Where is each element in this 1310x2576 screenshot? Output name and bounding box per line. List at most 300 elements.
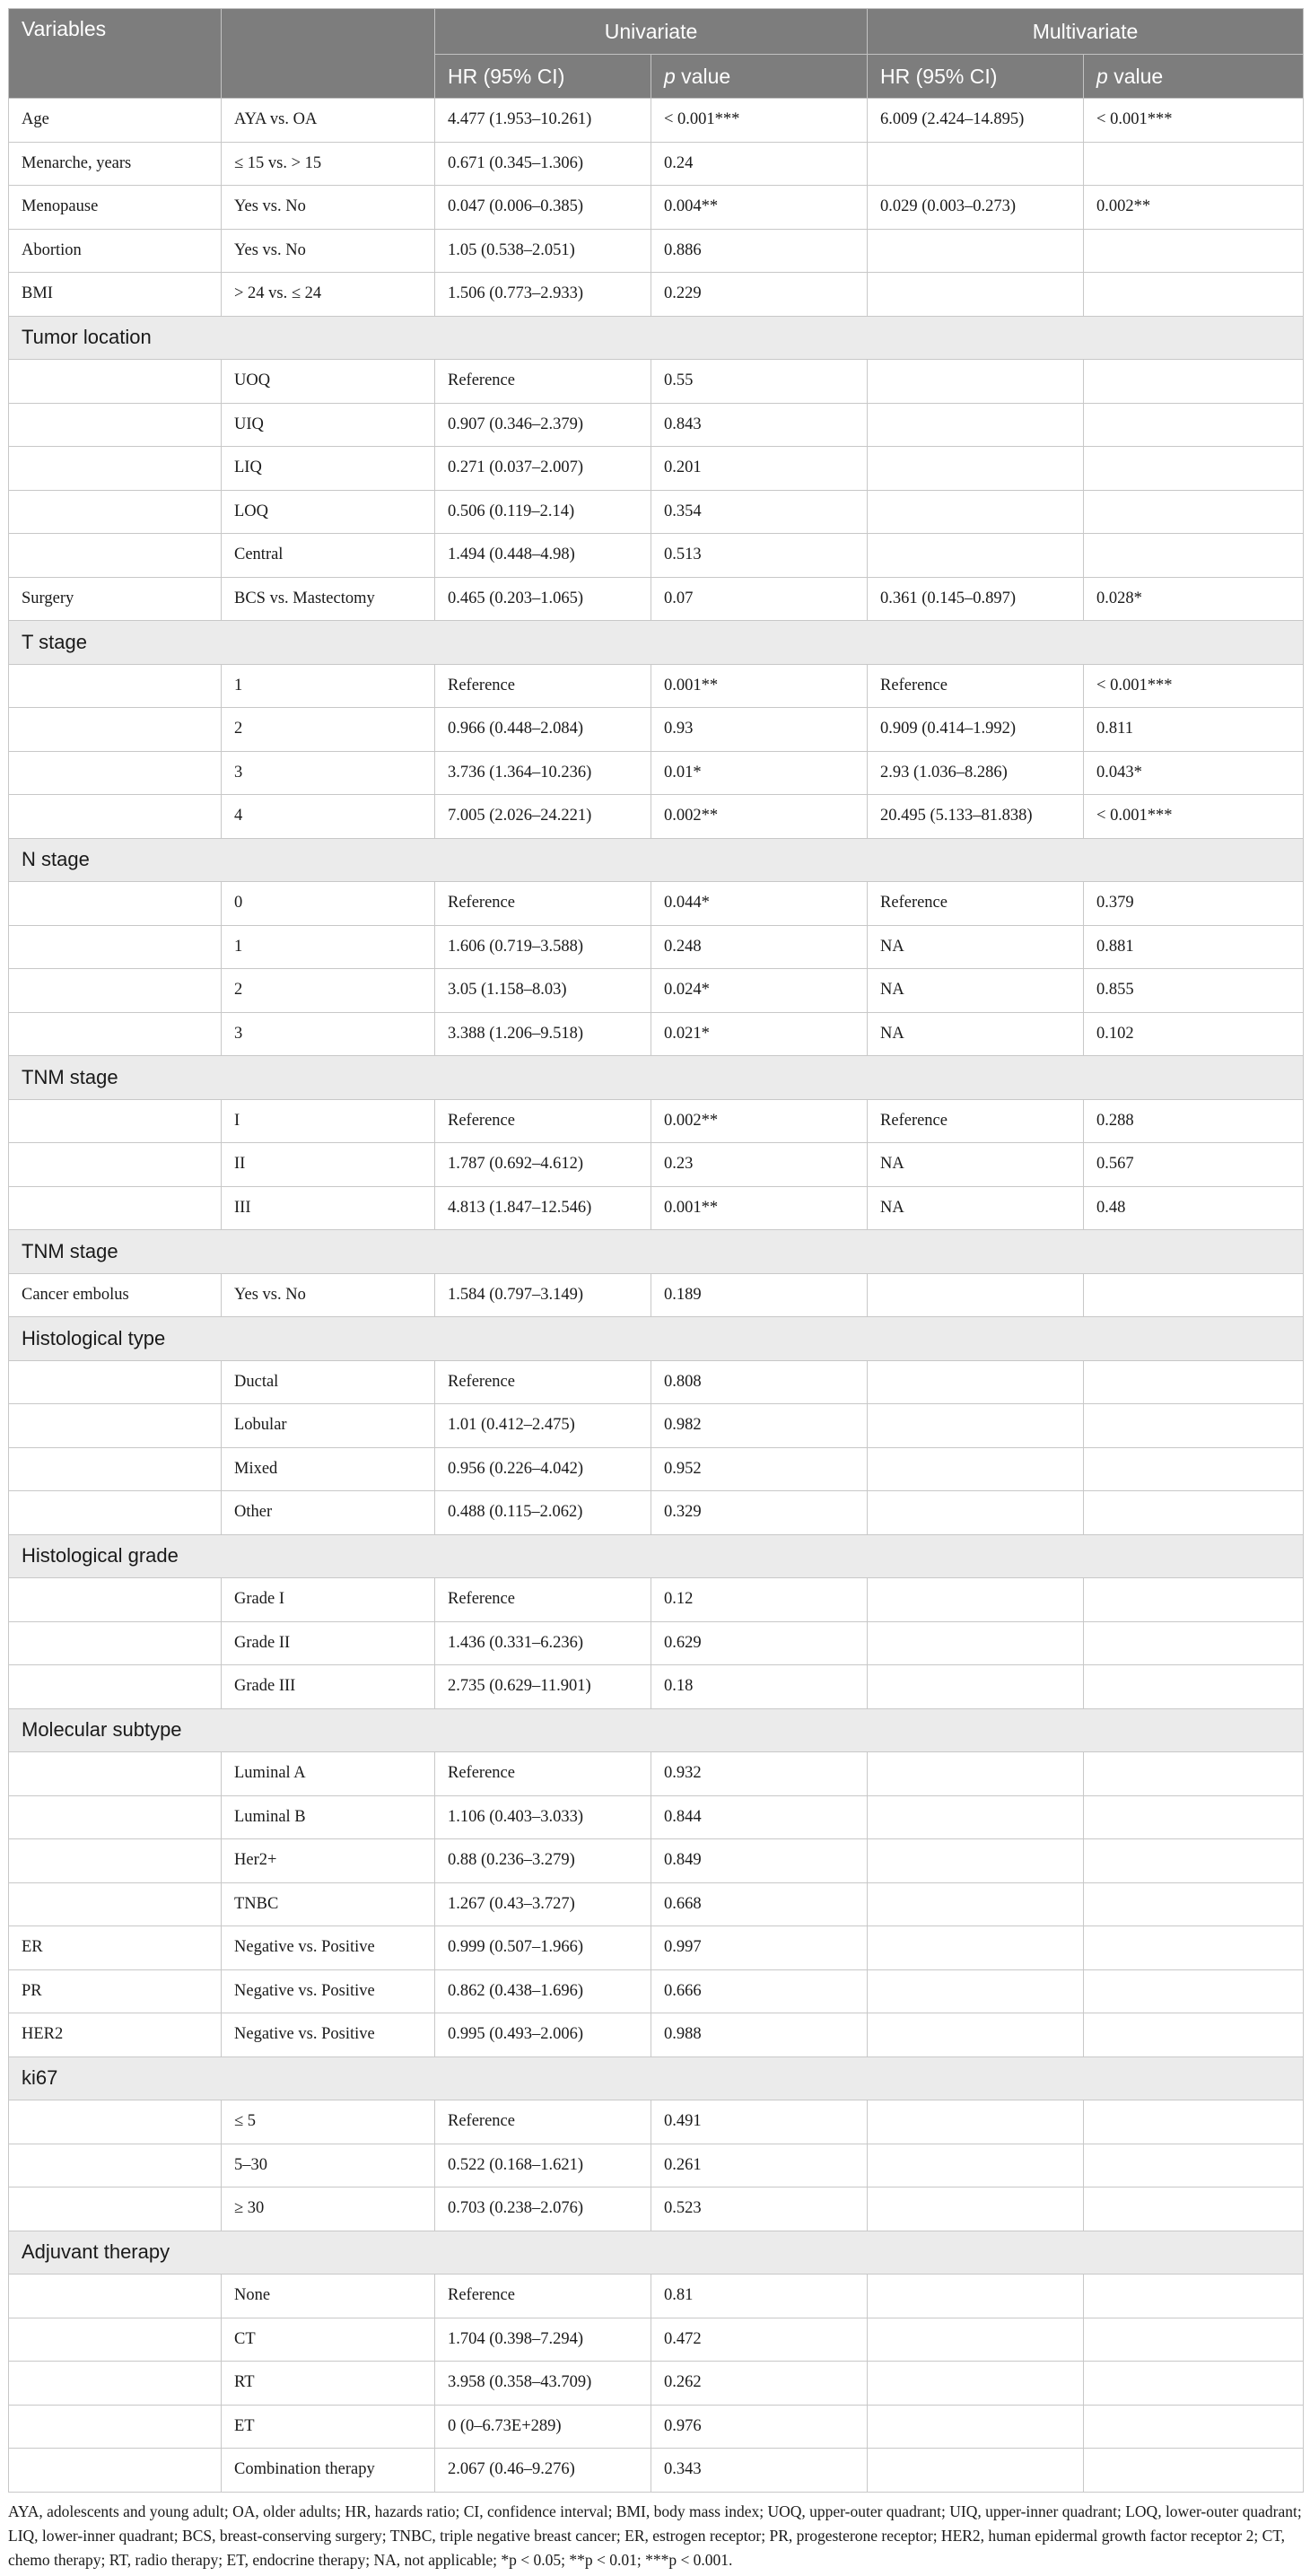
cell-multi-p [1084, 1926, 1304, 1970]
cell-multi-hr [868, 229, 1084, 273]
cell-uni-hr: 1.584 (0.797–3.149) [435, 1273, 651, 1317]
cell-uni-p: 0.988 [651, 2013, 868, 2057]
cell-multi-p [1084, 2187, 1304, 2231]
table-row [9, 969, 1304, 1013]
cell-variable [9, 1578, 222, 1622]
cell-uni-hr: Reference [435, 1099, 651, 1143]
table-row [9, 2318, 1304, 2362]
cell-variable [9, 2144, 222, 2187]
cell-comparison: 2 [222, 969, 435, 1013]
cell-variable [9, 751, 222, 795]
cell-multi-p: < 0.001*** [1084, 664, 1304, 708]
cell-uni-hr: Reference [435, 882, 651, 926]
section-row [9, 2231, 1304, 2275]
cell-multi-p [1084, 534, 1304, 578]
cell-comparison: Central [222, 534, 435, 578]
cell-variable [9, 1099, 222, 1143]
table-row [9, 447, 1304, 491]
cell-multi-p [1084, 1621, 1304, 1665]
cell-uni-p: 0.021* [651, 1012, 868, 1056]
cell-uni-p: 0.002** [651, 795, 868, 839]
cell-uni-p: 0.12 [651, 1578, 868, 1622]
cell-multi-hr: 6.009 (2.424–14.895) [868, 99, 1084, 143]
table-row [9, 273, 1304, 317]
cell-multi-hr [868, 1665, 1084, 1709]
cell-uni-p: < 0.001*** [651, 99, 868, 143]
table-row [9, 490, 1304, 534]
section-title: ki67 [9, 2056, 1304, 2100]
cell-multi-hr [868, 2362, 1084, 2406]
cell-multi-p [1084, 2013, 1304, 2057]
cell-multi-p: 0.102 [1084, 1012, 1304, 1056]
cell-multi-hr [868, 1404, 1084, 1448]
cell-uni-p: 0.997 [651, 1926, 868, 1970]
cell-multi-p [1084, 1795, 1304, 1839]
cell-comparison: Other [222, 1491, 435, 1535]
cell-comparison: Grade I [222, 1578, 435, 1622]
cell-uni-hr: Reference [435, 2275, 651, 2318]
cell-uni-p: 0.044* [651, 882, 868, 926]
section-title: TNM stage [9, 1230, 1304, 1274]
cell-comparison: BCS vs. Mastectomy [222, 577, 435, 621]
cell-comparison: ≤ 15 vs. > 15 [222, 142, 435, 186]
cell-uni-hr: 0.522 (0.168–1.621) [435, 2144, 651, 2187]
cell-variable [9, 1795, 222, 1839]
section-title: Molecular subtype [9, 1708, 1304, 1752]
cell-uni-p: 0.01* [651, 751, 868, 795]
cell-multi-hr [868, 1926, 1084, 1970]
cell-variable: Menarche, years [9, 142, 222, 186]
cell-comparison: Combination therapy [222, 2449, 435, 2493]
cell-uni-p: 0.886 [651, 229, 868, 273]
cell-comparison: 1 [222, 925, 435, 969]
cell-variable [9, 2449, 222, 2493]
cell-uni-p: 0.004** [651, 186, 868, 230]
cell-comparison: Negative vs. Positive [222, 1926, 435, 1970]
cell-uni-hr: 0.999 (0.507–1.966) [435, 1926, 651, 1970]
cell-multi-hr: 20.495 (5.133–81.838) [868, 795, 1084, 839]
cell-comparison: UOQ [222, 360, 435, 404]
cell-variable [9, 2100, 222, 2144]
table-row [9, 1882, 1304, 1926]
cell-multi-p [1084, 360, 1304, 404]
table-row [9, 99, 1304, 143]
cell-uni-hr: 1.494 (0.448–4.98) [435, 534, 651, 578]
cell-multi-p: 0.855 [1084, 969, 1304, 1013]
table-row [9, 882, 1304, 926]
cell-multi-p [1084, 1578, 1304, 1622]
cell-uni-hr: 0.966 (0.448–2.084) [435, 708, 651, 752]
cell-comparison: 0 [222, 882, 435, 926]
cell-comparison: ≤ 5 [222, 2100, 435, 2144]
cell-comparison: Yes vs. No [222, 229, 435, 273]
cell-comparison: Luminal A [222, 1752, 435, 1796]
cell-multi-p: 0.48 [1084, 1186, 1304, 1230]
cell-multi-p [1084, 1752, 1304, 1796]
cell-comparison: Lobular [222, 1404, 435, 1448]
cell-comparison: RT [222, 2362, 435, 2406]
cell-uni-p: 0.523 [651, 2187, 868, 2231]
table-row [9, 708, 1304, 752]
cell-multi-p: 0.881 [1084, 925, 1304, 969]
cell-uni-p: 0.002** [651, 1099, 868, 1143]
cell-multi-p [1084, 2275, 1304, 2318]
cell-multi-p [1084, 1273, 1304, 1317]
cell-uni-p: 0.932 [651, 1752, 868, 1796]
cell-uni-hr: 1.506 (0.773–2.933) [435, 273, 651, 317]
table-footnote: AYA, adolescents and young adult; OA, older adults; HR, hazards ratio; CI, confidence interval; BMI, body mass index; UOQ, upper-outer quadrant; UIQ, upper-inner quadrant; LOQ, lower-outer quadrant; LIQ, lower-inner quadrant; BCS, breast-conserving surgery; TNBC, triple negative breast cancer; ER, estrogen receptor; PR, progesterone receptor; HER2, human epidermal growth factor receptor 2; CT, chemo therapy; RT, radio therapy; ET, endocrine therapy; NA, not applicable; *p < 0.05; **p < 0.01; ***p < 0.001. [8, 2502, 1302, 2569]
cell-multi-p [1084, 1404, 1304, 1448]
cell-uni-hr: 0.271 (0.037–2.007) [435, 447, 651, 491]
header-uni-p [651, 55, 868, 99]
header-p-suffix: value [1107, 64, 1164, 88]
cell-uni-p: 0.81 [651, 2275, 868, 2318]
cell-multi-p: < 0.001*** [1084, 99, 1304, 143]
cell-multi-hr: NA [868, 1186, 1084, 1230]
table-row [9, 1012, 1304, 1056]
section-title: TNM stage [9, 1056, 1304, 1100]
cell-multi-hr: 0.909 (0.414–1.992) [868, 708, 1084, 752]
cell-uni-p: 0.952 [651, 1447, 868, 1491]
cell-comparison: TNBC [222, 1882, 435, 1926]
cell-comparison: Her2+ [222, 1839, 435, 1883]
header-multi-p [1084, 55, 1304, 99]
table-row [9, 1839, 1304, 1883]
cell-multi-p [1084, 1969, 1304, 2013]
cell-variable [9, 360, 222, 404]
cell-multi-p: 0.288 [1084, 1099, 1304, 1143]
cell-variable [9, 1012, 222, 1056]
section-row [9, 1230, 1304, 1274]
cell-uni-p: 0.18 [651, 1665, 868, 1709]
header-multi-hr: HR (95% CI) [868, 55, 1084, 99]
cell-uni-hr: 0.88 (0.236–3.279) [435, 1839, 651, 1883]
cell-multi-p [1084, 273, 1304, 317]
table-row [9, 2275, 1304, 2318]
cell-multi-p [1084, 1447, 1304, 1491]
table-container [8, 8, 1303, 2572]
header-p-suffix: value [675, 64, 731, 88]
section-title: N stage [9, 838, 1304, 882]
header-blank [222, 9, 435, 99]
cell-uni-p: 0.472 [651, 2318, 868, 2362]
cell-comparison: II [222, 1143, 435, 1187]
cell-variable [9, 1752, 222, 1796]
table-row [9, 1360, 1304, 1404]
table-body [9, 99, 1304, 2493]
cell-comparison: Ductal [222, 1360, 435, 1404]
cell-comparison: 3 [222, 1012, 435, 1056]
section-title: Tumor location [9, 316, 1304, 360]
cell-uni-p: 0.07 [651, 577, 868, 621]
cell-uni-hr: 1.106 (0.403–3.033) [435, 1795, 651, 1839]
cell-multi-hr [868, 1360, 1084, 1404]
cell-comparison: 1 [222, 664, 435, 708]
cell-multi-p [1084, 1839, 1304, 1883]
header-univariate: Univariate [435, 9, 868, 55]
cell-variable [9, 882, 222, 926]
cell-variable: Cancer embolus [9, 1273, 222, 1317]
table-row [9, 142, 1304, 186]
cell-variable [9, 2275, 222, 2318]
cell-multi-p [1084, 490, 1304, 534]
header-p-italic: p [1096, 64, 1108, 88]
cell-uni-hr: 1.606 (0.719–3.588) [435, 925, 651, 969]
cell-multi-p: < 0.001*** [1084, 795, 1304, 839]
cell-multi-p [1084, 229, 1304, 273]
table-row [9, 1447, 1304, 1491]
cell-uni-hr: 0.671 (0.345–1.306) [435, 142, 651, 186]
cell-multi-p [1084, 2318, 1304, 2362]
table-row [9, 1099, 1304, 1143]
cell-uni-p: 0.491 [651, 2100, 868, 2144]
cell-uni-p: 0.229 [651, 273, 868, 317]
cell-uni-p: 0.849 [651, 1839, 868, 1883]
cell-variable: ER [9, 1926, 222, 1970]
cell-uni-p: 0.55 [651, 360, 868, 404]
table-row [9, 1578, 1304, 1622]
cell-comparison: LOQ [222, 490, 435, 534]
section-row [9, 2056, 1304, 2100]
section-row [9, 838, 1304, 882]
cell-multi-p [1084, 2362, 1304, 2406]
cell-variable [9, 2187, 222, 2231]
cell-multi-hr [868, 2405, 1084, 2449]
cell-uni-p: 0.329 [651, 1491, 868, 1535]
table-row [9, 534, 1304, 578]
cell-uni-p: 0.001** [651, 1186, 868, 1230]
section-row [9, 621, 1304, 665]
cell-variable [9, 1665, 222, 1709]
cell-uni-hr: Reference [435, 1578, 651, 1622]
cell-comparison: Grade III [222, 1665, 435, 1709]
cell-variable: Menopause [9, 186, 222, 230]
cell-multi-hr [868, 360, 1084, 404]
cell-variable: HER2 [9, 2013, 222, 2057]
cell-variable [9, 447, 222, 491]
cell-multi-hr [868, 447, 1084, 491]
cell-multi-p [1084, 1491, 1304, 1535]
cell-uni-hr: 0.047 (0.006–0.385) [435, 186, 651, 230]
cell-comparison: 5–30 [222, 2144, 435, 2187]
cell-variable [9, 1186, 222, 1230]
cell-multi-hr: NA [868, 1143, 1084, 1187]
cell-variable: Age [9, 99, 222, 143]
table-header [9, 9, 1304, 99]
cell-multi-hr [868, 1578, 1084, 1622]
cell-multi-p [1084, 2449, 1304, 2493]
cell-variable [9, 490, 222, 534]
cell-variable [9, 1491, 222, 1535]
cell-uni-hr: 4.813 (1.847–12.546) [435, 1186, 651, 1230]
cell-uni-hr: Reference [435, 360, 651, 404]
table-row [9, 2187, 1304, 2231]
cell-multi-p: 0.043* [1084, 751, 1304, 795]
cell-variable [9, 2362, 222, 2406]
cell-uni-p: 0.668 [651, 1882, 868, 1926]
table-row [9, 2362, 1304, 2406]
cell-multi-hr: Reference [868, 664, 1084, 708]
table-row [9, 925, 1304, 969]
cell-multi-p [1084, 403, 1304, 447]
cell-uni-hr: 0.506 (0.119–2.14) [435, 490, 651, 534]
cell-uni-p: 0.343 [651, 2449, 868, 2493]
cell-uni-p: 0.666 [651, 1969, 868, 2013]
header-variables: Variables [9, 9, 222, 99]
cell-uni-p: 0.24 [651, 142, 868, 186]
cell-multi-hr [868, 1273, 1084, 1317]
cell-uni-hr: Reference [435, 1360, 651, 1404]
table-row [9, 186, 1304, 230]
cell-uni-p: 0.23 [651, 1143, 868, 1187]
table-row [9, 2100, 1304, 2144]
cell-uni-hr: 0.995 (0.493–2.006) [435, 2013, 651, 2057]
cell-uni-hr: 1.05 (0.538–2.051) [435, 229, 651, 273]
cell-multi-p [1084, 1882, 1304, 1926]
cell-multi-hr [868, 2013, 1084, 2057]
cell-multi-hr [868, 2275, 1084, 2318]
cell-multi-hr [868, 1795, 1084, 1839]
table-row [9, 1795, 1304, 1839]
table-row [9, 1186, 1304, 1230]
section-row [9, 316, 1304, 360]
cell-variable [9, 534, 222, 578]
cell-variable [9, 1404, 222, 1448]
table-row [9, 403, 1304, 447]
cell-uni-p: 0.976 [651, 2405, 868, 2449]
cell-multi-p: 0.002** [1084, 186, 1304, 230]
section-title: Adjuvant therapy [9, 2231, 1304, 2275]
table-row [9, 360, 1304, 404]
cell-uni-hr: 3.388 (1.206–9.518) [435, 1012, 651, 1056]
cell-uni-p: 0.808 [651, 1360, 868, 1404]
section-row [9, 1056, 1304, 1100]
cell-multi-hr [868, 1882, 1084, 1926]
cell-multi-hr [868, 534, 1084, 578]
cell-multi-hr [868, 142, 1084, 186]
cell-multi-hr [868, 1969, 1084, 2013]
cell-variable [9, 1447, 222, 1491]
cell-comparison: None [222, 2275, 435, 2318]
cell-multi-p [1084, 142, 1304, 186]
table-row [9, 795, 1304, 839]
cell-uni-hr: 0.488 (0.115–2.062) [435, 1491, 651, 1535]
cell-uni-hr: 3.736 (1.364–10.236) [435, 751, 651, 795]
cell-multi-p [1084, 1360, 1304, 1404]
cell-variable [9, 2318, 222, 2362]
cell-variable [9, 664, 222, 708]
header-multivariate: Multivariate [868, 9, 1304, 55]
cell-multi-p [1084, 2100, 1304, 2144]
cell-multi-hr [868, 1752, 1084, 1796]
cell-variable [9, 795, 222, 839]
table-row [9, 1621, 1304, 1665]
cell-uni-p: 0.189 [651, 1273, 868, 1317]
cell-multi-p [1084, 447, 1304, 491]
table-row [9, 1752, 1304, 1796]
cell-multi-p: 0.811 [1084, 708, 1304, 752]
cell-comparison: LIQ [222, 447, 435, 491]
table-row [9, 1273, 1304, 1317]
cell-uni-p: 0.843 [651, 403, 868, 447]
cell-uni-hr: 1.436 (0.331–6.236) [435, 1621, 651, 1665]
hazard-ratio-table [8, 8, 1304, 2493]
cell-comparison: III [222, 1186, 435, 1230]
table-row [9, 229, 1304, 273]
table-row [9, 2144, 1304, 2187]
cell-comparison: Mixed [222, 1447, 435, 1491]
cell-variable [9, 1839, 222, 1883]
cell-variable [9, 1621, 222, 1665]
section-title: Histological grade [9, 1534, 1304, 1578]
cell-multi-hr [868, 490, 1084, 534]
table-row [9, 1404, 1304, 1448]
cell-comparison: Yes vs. No [222, 1273, 435, 1317]
table-row [9, 2405, 1304, 2449]
cell-uni-p: 0.001** [651, 664, 868, 708]
cell-uni-hr: 3.958 (0.358–43.709) [435, 2362, 651, 2406]
table-row [9, 577, 1304, 621]
cell-uni-hr: Reference [435, 664, 651, 708]
section-title: Histological type [9, 1317, 1304, 1361]
cell-uni-hr: 7.005 (2.026–24.221) [435, 795, 651, 839]
cell-uni-p: 0.513 [651, 534, 868, 578]
cell-variable [9, 1882, 222, 1926]
cell-variable: Abortion [9, 229, 222, 273]
cell-variable: PR [9, 1969, 222, 2013]
cell-uni-hr: Reference [435, 2100, 651, 2144]
table-row [9, 1969, 1304, 2013]
cell-multi-hr [868, 2449, 1084, 2493]
cell-multi-p: 0.567 [1084, 1143, 1304, 1187]
cell-multi-p [1084, 1665, 1304, 1709]
cell-variable [9, 1143, 222, 1187]
cell-comparison: Grade II [222, 1621, 435, 1665]
header-p-italic: p [664, 64, 676, 88]
cell-comparison: CT [222, 2318, 435, 2362]
cell-variable: BMI [9, 273, 222, 317]
section-row [9, 1708, 1304, 1752]
cell-comparison: Luminal B [222, 1795, 435, 1839]
cell-variable [9, 969, 222, 1013]
cell-multi-hr [868, 1491, 1084, 1535]
cell-uni-hr: 2.067 (0.46–9.276) [435, 2449, 651, 2493]
cell-comparison: > 24 vs. ≤ 24 [222, 273, 435, 317]
cell-uni-hr: 0.862 (0.438–1.696) [435, 1969, 651, 2013]
cell-variable [9, 2405, 222, 2449]
cell-multi-hr [868, 2100, 1084, 2144]
cell-multi-p: 0.028* [1084, 577, 1304, 621]
cell-variable: Surgery [9, 577, 222, 621]
cell-multi-hr [868, 273, 1084, 317]
cell-uni-p: 0.982 [651, 1404, 868, 1448]
cell-uni-hr: 0.907 (0.346–2.379) [435, 403, 651, 447]
cell-comparison: ≥ 30 [222, 2187, 435, 2231]
cell-multi-hr [868, 2318, 1084, 2362]
cell-uni-hr: Reference [435, 1752, 651, 1796]
table-row [9, 664, 1304, 708]
cell-multi-hr [868, 1839, 1084, 1883]
cell-uni-hr: 3.05 (1.158–8.03) [435, 969, 651, 1013]
cell-multi-hr: NA [868, 969, 1084, 1013]
cell-variable [9, 708, 222, 752]
cell-variable [9, 403, 222, 447]
cell-uni-p: 0.844 [651, 1795, 868, 1839]
cell-uni-hr: 0.465 (0.203–1.065) [435, 577, 651, 621]
cell-multi-hr [868, 2144, 1084, 2187]
table-row [9, 751, 1304, 795]
cell-uni-p: 0.024* [651, 969, 868, 1013]
